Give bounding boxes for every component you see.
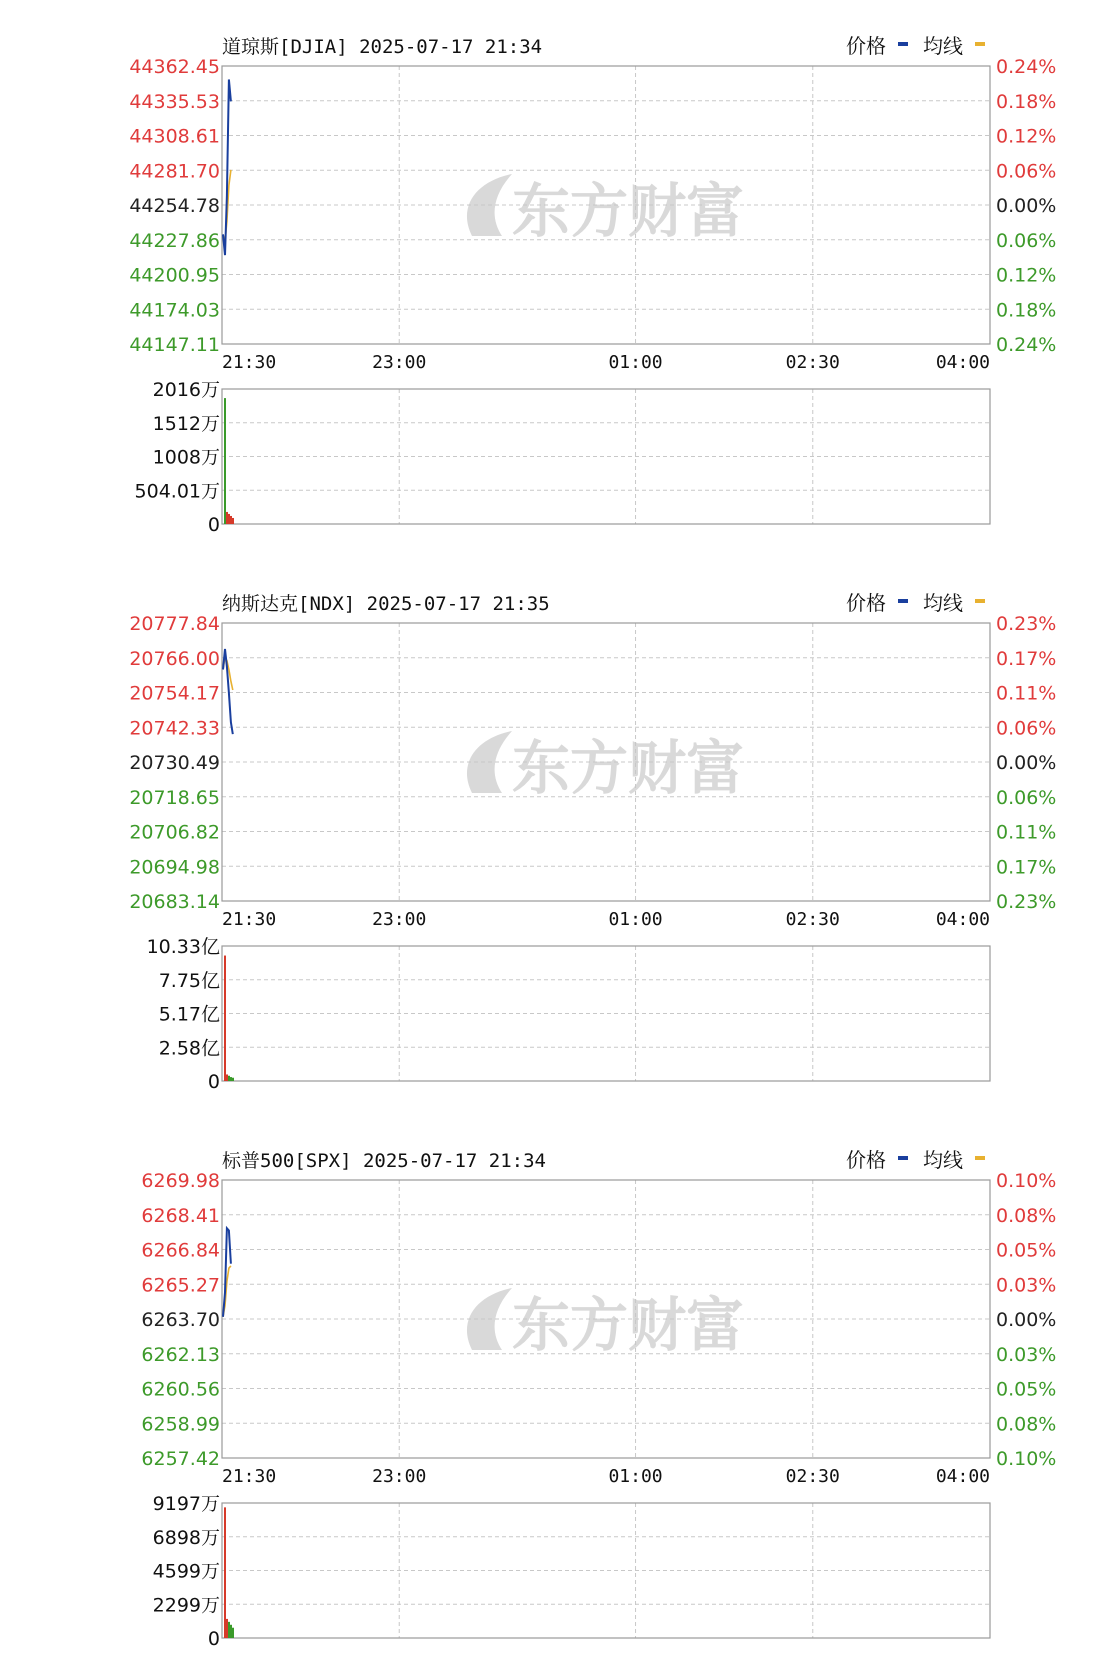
percent-tick-label: 0.24% bbox=[996, 56, 1057, 78]
percent-tick-label: 0.00% bbox=[996, 195, 1057, 217]
price-tick-label: 20730.49 bbox=[129, 752, 220, 774]
price-tick-label: 6265.27 bbox=[141, 1274, 220, 1297]
chart-title: 标普500[SPX] 2025-07-17 21:34 bbox=[222, 1150, 546, 1172]
time-tick-label: 04:00 bbox=[935, 352, 990, 373]
time-tick-label: 02:30 bbox=[785, 1466, 840, 1487]
percent-tick-label: 0.03% bbox=[996, 1274, 1057, 1297]
percent-tick-label: 0.24% bbox=[996, 334, 1057, 356]
legend-price-swatch bbox=[898, 1156, 908, 1160]
percent-tick-label: 0.08% bbox=[996, 1204, 1057, 1227]
chart-panel-2 bbox=[129, 591, 1056, 1093]
time-tick-label: 02:30 bbox=[785, 909, 840, 930]
legend-avg-swatch bbox=[975, 42, 985, 46]
price-tick-label: 20754.17 bbox=[129, 682, 220, 705]
price-tick-label: 44227.86 bbox=[129, 229, 220, 252]
watermark bbox=[467, 1288, 744, 1359]
price-tick-label: 6268.41 bbox=[141, 1204, 220, 1227]
time-tick-label: 23:00 bbox=[372, 909, 427, 930]
price-tick-label: 6260.56 bbox=[141, 1378, 220, 1401]
time-tick-label: 01:00 bbox=[608, 352, 663, 373]
volume-bar bbox=[226, 1074, 228, 1081]
legend-avg-label: 均线 bbox=[923, 1148, 963, 1172]
legend-price-label: 价格 bbox=[846, 591, 886, 615]
legend-avg-swatch bbox=[975, 599, 985, 603]
price-tick-label: 20706.82 bbox=[129, 821, 220, 844]
volume-tick-label: 0 bbox=[207, 514, 220, 536]
time-tick-label: 01:00 bbox=[608, 909, 663, 930]
volume-bar bbox=[224, 398, 226, 524]
volume-tick-label: 2.58亿 bbox=[158, 1037, 220, 1060]
price-tick-label: 20777.84 bbox=[129, 613, 220, 635]
legend-price-label: 价格 bbox=[846, 1148, 886, 1172]
volume-tick-label: 6898万 bbox=[152, 1526, 220, 1549]
watermark-text: 东方财富 bbox=[512, 1291, 745, 1359]
volume-tick-label: 10.33亿 bbox=[146, 936, 220, 958]
price-tick-label: 44254.78 bbox=[129, 195, 220, 217]
percent-tick-label: 0.10% bbox=[996, 1448, 1057, 1470]
percent-tick-label: 0.06% bbox=[996, 717, 1057, 740]
percent-tick-label: 0.05% bbox=[996, 1378, 1057, 1401]
percent-tick-label: 0.00% bbox=[996, 752, 1057, 774]
price-tick-label: 20742.33 bbox=[129, 717, 220, 740]
percent-tick-label: 0.11% bbox=[996, 821, 1057, 844]
volume-tick-label: 2299万 bbox=[152, 1594, 220, 1617]
percent-tick-label: 0.03% bbox=[996, 1343, 1057, 1366]
volume-bar bbox=[226, 512, 228, 524]
percent-tick-label: 0.00% bbox=[996, 1309, 1057, 1331]
volume-bar bbox=[228, 514, 230, 524]
price-tick-label: 44308.61 bbox=[129, 125, 220, 148]
volume-tick-label: 0 bbox=[207, 1071, 220, 1093]
volume-bar bbox=[228, 1076, 230, 1081]
time-tick-label: 04:00 bbox=[935, 1466, 990, 1487]
price-line bbox=[223, 1228, 231, 1317]
price-tick-label: 44281.70 bbox=[129, 160, 220, 183]
price-tick-label: 6258.99 bbox=[141, 1413, 220, 1436]
percent-tick-label: 0.06% bbox=[996, 229, 1057, 252]
volume-bar bbox=[230, 1625, 232, 1638]
price-tick-label: 6266.84 bbox=[141, 1239, 220, 1262]
chart-title: 纳斯达克[NDX] 2025-07-17 21:35 bbox=[222, 593, 550, 615]
price-tick-label: 6257.42 bbox=[141, 1448, 220, 1470]
price-tick-label: 6262.13 bbox=[141, 1343, 220, 1366]
percent-tick-label: 0.23% bbox=[996, 891, 1057, 913]
percent-tick-label: 0.18% bbox=[996, 90, 1057, 113]
chart-title: 道琼斯[DJIA] 2025-07-17 21:34 bbox=[222, 36, 543, 58]
price-tick-label: 20683.14 bbox=[129, 891, 220, 913]
volume-bar bbox=[230, 516, 232, 524]
volume-bar bbox=[232, 518, 234, 524]
percent-tick-label: 0.12% bbox=[996, 125, 1057, 148]
volume-bar bbox=[232, 1078, 234, 1081]
chart-panel-1 bbox=[129, 34, 1056, 536]
percent-tick-label: 0.17% bbox=[996, 856, 1057, 879]
price-tick-label: 44200.95 bbox=[129, 264, 220, 287]
percent-tick-label: 0.17% bbox=[996, 647, 1057, 670]
time-tick-label: 23:00 bbox=[372, 352, 427, 373]
price-tick-label: 20718.65 bbox=[129, 786, 220, 809]
volume-tick-label: 0 bbox=[207, 1628, 220, 1650]
volume-tick-label: 1008万 bbox=[152, 446, 220, 469]
legend-price-swatch bbox=[898, 42, 908, 46]
percent-tick-label: 0.05% bbox=[996, 1239, 1057, 1262]
volume-bar bbox=[230, 1077, 232, 1081]
volume-bar bbox=[224, 956, 226, 1081]
percent-tick-label: 0.06% bbox=[996, 160, 1057, 183]
percent-tick-label: 0.08% bbox=[996, 1413, 1057, 1436]
price-tick-label: 20694.98 bbox=[129, 856, 220, 879]
percent-tick-label: 0.12% bbox=[996, 264, 1057, 287]
time-tick-label: 21:30 bbox=[222, 1466, 277, 1487]
percent-tick-label: 0.23% bbox=[996, 613, 1057, 635]
legend-price-label: 价格 bbox=[846, 34, 886, 58]
volume-tick-label: 2016万 bbox=[152, 379, 220, 401]
volume-tick-label: 5.17亿 bbox=[158, 1003, 220, 1026]
time-tick-label: 01:00 bbox=[608, 1466, 663, 1487]
volume-tick-label: 7.75亿 bbox=[158, 969, 220, 992]
chart-panel-3 bbox=[141, 1148, 1056, 1650]
price-tick-label: 6263.70 bbox=[141, 1309, 220, 1331]
percent-tick-label: 0.10% bbox=[996, 1170, 1057, 1192]
time-tick-label: 21:30 bbox=[222, 909, 277, 930]
volume-bar bbox=[232, 1628, 234, 1638]
percent-tick-label: 0.18% bbox=[996, 299, 1057, 322]
watermark bbox=[467, 174, 744, 245]
volume-tick-label: 9197万 bbox=[152, 1493, 220, 1515]
legend-avg-label: 均线 bbox=[923, 591, 963, 615]
price-tick-label: 6269.98 bbox=[141, 1170, 220, 1192]
legend-avg-label: 均线 bbox=[923, 34, 963, 58]
volume-tick-label: 504.01万 bbox=[134, 480, 220, 503]
price-tick-label: 44362.45 bbox=[129, 56, 220, 78]
watermark-text: 东方财富 bbox=[512, 177, 745, 245]
legend-price-swatch bbox=[898, 599, 908, 603]
price-tick-label: 20766.00 bbox=[129, 647, 220, 670]
time-tick-label: 04:00 bbox=[935, 909, 990, 930]
watermark bbox=[467, 731, 744, 802]
time-tick-label: 02:30 bbox=[785, 352, 840, 373]
volume-bar bbox=[228, 1622, 230, 1638]
time-tick-label: 23:00 bbox=[372, 1466, 427, 1487]
time-tick-label: 21:30 bbox=[222, 352, 277, 373]
volume-tick-label: 1512万 bbox=[152, 412, 220, 435]
watermark-text: 东方财富 bbox=[512, 734, 745, 802]
percent-tick-label: 0.11% bbox=[996, 682, 1057, 705]
percent-tick-label: 0.06% bbox=[996, 786, 1057, 809]
volume-tick-label: 4599万 bbox=[152, 1560, 220, 1583]
volume-bar bbox=[224, 1507, 226, 1638]
price-tick-label: 44335.53 bbox=[129, 90, 220, 113]
volume-bar bbox=[226, 1619, 228, 1638]
price-tick-label: 44174.03 bbox=[129, 299, 220, 322]
legend-avg-swatch bbox=[975, 1156, 985, 1160]
price-tick-label: 44147.11 bbox=[129, 334, 220, 356]
